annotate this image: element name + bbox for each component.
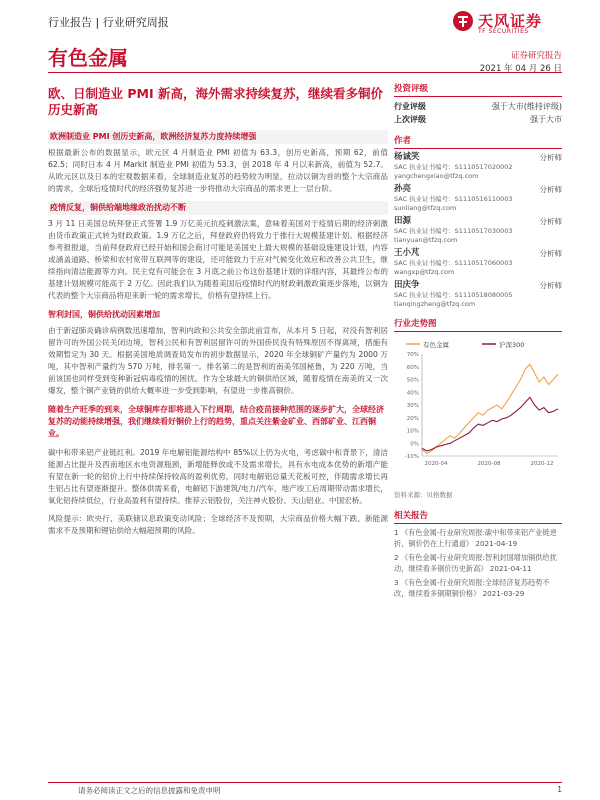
author-role: 分析师 bbox=[539, 217, 562, 226]
related-report-title[interactable]: 3 《有色金属-行业研究周报:全球经济复苏趋势不改，继续看多铜期铜价格》 bbox=[394, 578, 550, 598]
author-entry bbox=[394, 184, 562, 213]
risk-warning: 风险提示：欧央行、美联储议息政策变动风险；全球经济不及预期，大宗商品价格大幅下跌、新能源需求不及预期和锂钴供给大幅超预期的风险。 bbox=[48, 514, 388, 535]
section-conclusion: 随着生产旺季的到来，全球铜库存即将进入下行周期，结合疫苗接种范围的逐步扩大，全球经济复苏的动能持续增强，我们继续看好铜价上行的趋势，重点关注紫金矿业、西部矿业、江西铜业。 bbox=[48, 405, 384, 438]
last-rating-label: 上次评级 bbox=[394, 115, 426, 124]
author-role: 分析师 bbox=[539, 281, 562, 290]
x-tick-label: 2020-12 bbox=[530, 461, 554, 467]
page-footer bbox=[48, 782, 562, 794]
author-email[interactable]: tianyuan@tfzq.com bbox=[394, 236, 458, 244]
author-cert: SAC 执业证书编号：S1110517060003 bbox=[394, 259, 513, 267]
author-name: 杨诚笑 bbox=[394, 152, 420, 162]
chart-header: 行业走势图 bbox=[394, 317, 562, 332]
legend-label: 有色金属 bbox=[423, 341, 449, 349]
y-tick-label: 70% bbox=[406, 352, 419, 358]
x-tick-label: 2020-04 bbox=[424, 461, 448, 467]
last-rating-row bbox=[394, 113, 562, 126]
y-tick-label: 0% bbox=[410, 441, 419, 448]
y-tick-label: -10% bbox=[404, 454, 419, 460]
related-report-date: 2021-04-11 bbox=[489, 564, 532, 573]
related-report-title[interactable]: 1 《有色金属-行业研究周报:碳中和带来铝产业链逆折，铜价仍在上行通道》 bbox=[394, 528, 557, 548]
section-body: 由于新冠肺炎确诊病例数迅速增加，智利内政和公共安全部此前宣布，从本月 5 日起，对没有智利居留许可的外国公民关闭边境，智利公民和有智利居留许可的外国侨民没有特殊原因不得离境，措施有效期暂定为 30 天。根据美国地质调查局发布的初步数据显示，2020 年全球铜矿产量约为 2000 万吨，其中智利产量约为 570 万吨，排名第一。排名第二的是智利的南美邻国秘鲁，为 220 万吨，当前该国也同样受到变种新冠病毒疫情的困扰。作为全球最大的铜供给区域，随着疫情在南美的又一次爆发，整个铜产业链的供给大概率进一步受到影响，有望进一步推高铜价。 bbox=[48, 326, 388, 395]
trend-chart-svg bbox=[394, 338, 562, 478]
author-role: 分析师 bbox=[539, 249, 562, 258]
report-date: 2021 年 04 月 26 日 bbox=[479, 64, 562, 74]
related-report-date: 2021-04-19 bbox=[475, 539, 518, 548]
author-email[interactable]: wangxp@tfzq.com bbox=[394, 268, 455, 276]
y-tick-label: 10% bbox=[406, 428, 419, 435]
author-cert: SAC 执业证书编号：S1110518080005 bbox=[394, 291, 513, 299]
related-report-item[interactable] bbox=[394, 552, 562, 574]
section-body: 根据最新公布的数据显示，欧元区 4 月制造业 PMI 初值为 63.3，创历史新高，预期 62，前值 62.5；同时日本 4 月 Markit 制造业 PMI 初值为 53.3，创 2018 年 4 月以来新高，前值为 52.7。从欧元区以及日本的宏观数据来看，全球制造业复苏的趋势较为明显，拉动以铜为首的整个大宗商品的需求，全球后疫情时代的经济强势复苏进一步将推动大宗商品的需求更上一层台阶。 bbox=[48, 148, 388, 193]
y-tick-label: 30% bbox=[406, 403, 419, 409]
section-aluminum: 碳中和带来铝产业链红利。2019 年电解铝能源结构中 85%以上仍为火电，考虑碳中和背景下，清洁能源占比提升及西南地区水电资源瓶颈，新增能释放或不及需求增长，具有水电成本优势的新增产能有望在新一轮的铝价上行中持续保持较高的盈利优势，同时电解铝总量天花板可控，伴随需求增长再生铝占比有望逐渐提升。整体供需来看，电解铝下游建筑/电力/汽车，地产竣工后周期带动需求增长，氧化铝持续低位，行业高盈利有望持续。推荐云铝股份，关注神火股份、天山铝业、中国宏桥。 bbox=[48, 448, 388, 505]
related-report-title[interactable]: 2 《有色金属-行业研究周报:智利封国增加铜供给扰动，继续看多铜价历史新高》 bbox=[394, 553, 557, 573]
series-line bbox=[422, 397, 558, 451]
main-content bbox=[48, 86, 388, 543]
author-entry bbox=[394, 216, 562, 245]
industry-rating-row bbox=[394, 100, 562, 113]
author-email[interactable]: sunliang@tfzq.com bbox=[394, 204, 457, 212]
related-report-item[interactable] bbox=[394, 577, 562, 599]
industry-rating-value: 强于大市(维持评级) bbox=[491, 102, 562, 111]
section-title: 疫情反复，铜供给端地缘政治扰动不断 bbox=[48, 201, 388, 215]
author-name: 王小芃 bbox=[394, 248, 420, 258]
author-role: 分析师 bbox=[539, 185, 562, 194]
sidebar bbox=[394, 82, 562, 602]
x-tick-label: 2020-08 bbox=[477, 461, 501, 467]
page-header bbox=[48, 10, 562, 35]
report-title: 欧、日制造业 PMI 新高，海外需求持续复苏，继续看多铜价历史新高 bbox=[48, 86, 383, 117]
section-body: 3 月 11 日美国总统拜登正式签署 1.9 万亿美元抗疫刺激法案，意味着美国对于疫情后期的经济刺激由货币政策正式转为财政政策。1.9 万亿之后，拜登政府仍将致力于推行大规模基建计划。根据经济参考报报道，当前拜登政府已经开始和国会商讨可能是美国史上最大规模的基础设施建设计划，内容或涵盖道路、桥梁和农村宽带互联网等的建设，还可能致力于应对气候变化效应和改善公共卫生，继续指向清洁能源等方向。民主党有可能会在 3 月底之前公布这份基建计划的详细内容，其最终公布的基建计划规模可能高于 2 万亿。因此我们认为随着美国后疫情时代的财政刺激政策逐步落地，以铜为代表的整个大宗商品将迎来新一轮的需求增长，价格有望持续上行。 bbox=[48, 219, 388, 300]
author-name: 田源 bbox=[394, 216, 412, 226]
logo-name-cn: 天风证券 bbox=[478, 12, 543, 30]
breadcrumb: 行业报告 | 行业研究周报 bbox=[48, 16, 169, 29]
related-reports bbox=[394, 527, 562, 599]
author-email[interactable]: tianqingzheng@tfzq.com bbox=[394, 300, 476, 308]
related-header: 相关报告 bbox=[394, 509, 562, 524]
trend-chart bbox=[394, 338, 562, 488]
author-cert: SAC 执业证书编号：S1110516110003 bbox=[394, 195, 513, 203]
author-entry bbox=[394, 152, 562, 181]
section-title: 欧洲制造业 PMI 创历史新高，欧洲经济复苏力度持续增强 bbox=[48, 130, 388, 144]
author-role: 分析师 bbox=[539, 153, 562, 162]
chart-source: 资料来源：贝格数据 bbox=[394, 491, 453, 499]
author-cert: SAC 执业证书编号：S1110517030003 bbox=[394, 227, 513, 235]
industry-rating-label: 行业评级 bbox=[394, 102, 426, 111]
page-title: 有色金属 bbox=[48, 46, 128, 70]
author-email[interactable]: yangchengxiao@tfzq.com bbox=[394, 172, 479, 180]
author-name: 田庆争 bbox=[394, 280, 420, 290]
rating-header: 投资评级 bbox=[394, 82, 562, 97]
legend-label: 沪深300 bbox=[499, 341, 525, 349]
authors-header: 作者 bbox=[394, 134, 562, 149]
logo-name-en: TF SECURITIES bbox=[478, 28, 529, 35]
related-report-date: 2021-03-29 bbox=[482, 589, 525, 598]
page-number: 1 bbox=[557, 785, 562, 794]
date-block bbox=[480, 50, 562, 76]
y-tick-label: 20% bbox=[406, 415, 419, 422]
author-name: 孙亮 bbox=[394, 184, 412, 194]
logo-mark-icon bbox=[452, 10, 474, 32]
y-tick-label: 60% bbox=[406, 364, 419, 371]
author-cert: SAC 执业证书编号：S1110517020002 bbox=[394, 163, 513, 171]
last-rating-value: 强于大市 bbox=[530, 115, 562, 124]
doc-type: 证券研究报告 bbox=[510, 51, 562, 61]
author-entry bbox=[394, 248, 562, 277]
y-tick-label: 40% bbox=[406, 390, 419, 397]
section-title: 智利封国，铜供给扰动因素增加 bbox=[48, 310, 160, 319]
company-logo bbox=[452, 10, 562, 40]
related-report-item[interactable] bbox=[394, 527, 562, 549]
y-tick-label: 50% bbox=[406, 377, 419, 384]
author-entry bbox=[394, 280, 562, 309]
footer-disclaimer: 请务必阅读正文之后的信息披露和免责申明 bbox=[78, 786, 221, 795]
